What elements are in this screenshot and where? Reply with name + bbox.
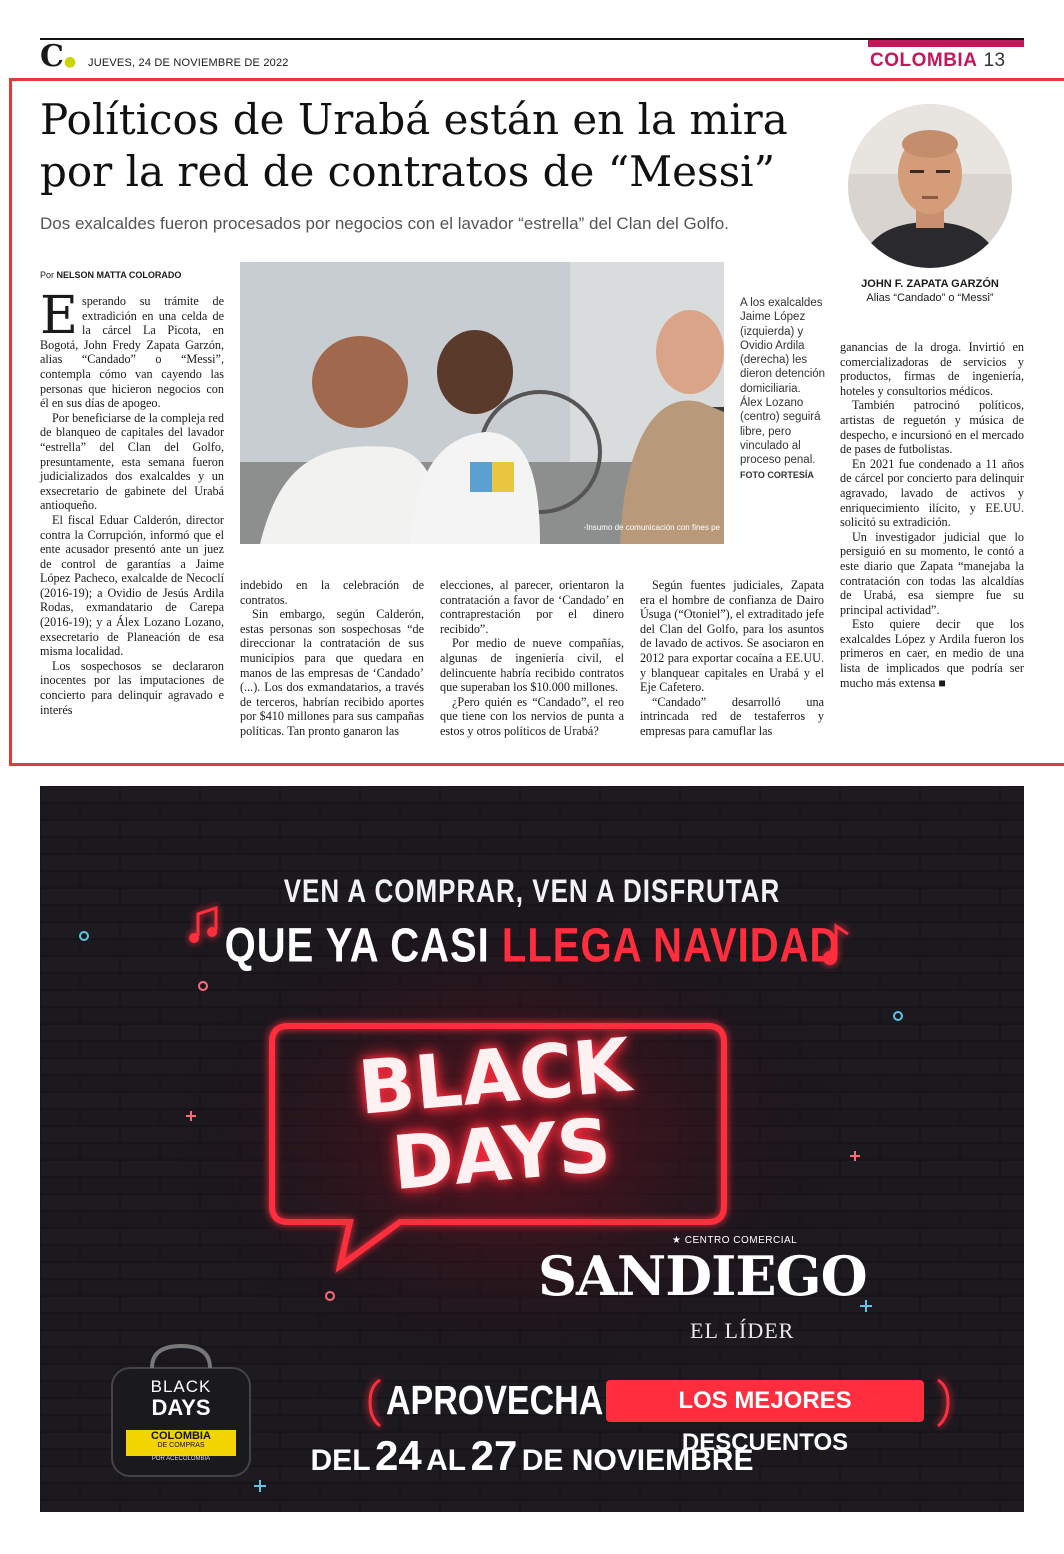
- paragraph: “Candado” desarrolló una intrincada red de testaferros y empresas para camuflar las: [640, 694, 824, 738]
- mall-name[interactable]: SANDIEGO: [538, 1244, 867, 1308]
- paragraph: Sin embargo, según Calderón, estas personas son sospechosas “de direccionar la contratación de sus municipios para que quedara en manos de las empresas de ‘Candado’ (...). Los dos exmandatarios, a través de terceros, habrían recibido aportes por $410 millones para sus campañas políticas. Tan pronto ganaron las: [240, 607, 424, 738]
- paragraph: Por beneficiarse de la compleja red de blanqueo de capitales del lavador “estrella” del Clan del Golfo, presuntamente, esta semana fueron judicializados dos exalcaldes y un exsecretario de gabinete del Urabá antioqueño.: [40, 410, 224, 513]
- article-subhead: Dos exalcaldes fueron procesados por negocios con el lavador “estrella” del Clan del Golfo.: [40, 214, 729, 233]
- promo-white: APROVECHA: [386, 1378, 604, 1424]
- issue-date: JUEVES, 24 DE NOVIEMBRE DE 2022: [88, 57, 289, 69]
- section-color-bar: [868, 40, 1024, 47]
- portrait-name: JOHN F. ZAPATA GARZÓN: [861, 278, 999, 290]
- headline-line-1: Políticos de Urabá están en la mira: [40, 95, 788, 144]
- mall-slogan: EL LÍDER: [690, 1318, 795, 1343]
- article-column-3: [440, 578, 624, 739]
- badge-text: [112, 1378, 250, 1463]
- ad-line-2-red: LLEGA NAVIDAD: [501, 919, 840, 973]
- newspaper-logo[interactable]: C●: [40, 39, 77, 74]
- badge-by: POR ACECOLOMBIA: [151, 1456, 211, 1462]
- paragraph: El fiscal Eduar Calderón, director contra la Corrupción, informó que el ente acusador presentó ante un juez de control de garantías a Jaime López Pacheco, exalcalde de Necoclí (2016-19); a Ovidio de Jesús Ardila Rodas, exmandatario de Carepa (2016-19); y a Álex Lozano Lozano, exsecretario de Planeación de esa misma localidad.: [40, 512, 224, 659]
- star-icon: ★: [672, 1235, 685, 1246]
- paragraph: indebido en la celebración de contratos.: [240, 578, 424, 607]
- portrait-alias: Alias “Candado” o “Messi”: [866, 292, 994, 304]
- byline-author: NELSON MATTA COLORADO: [56, 270, 182, 280]
- photo-watermark: -Insumo de comunicación con fines pe: [583, 523, 720, 532]
- article-column-4: [640, 578, 824, 739]
- paragraph: ganancias de la droga. Invirtió en comercializadoras de servicios y productos, firmas de ingeniería, hoteles y consultorios médicos.: [840, 340, 1024, 398]
- drop-cap: E: [40, 286, 78, 346]
- section-label[interactable]: COLOMBIA 13: [870, 50, 1006, 71]
- article-column-2: [240, 578, 424, 739]
- badge-country: COLOMBIA: [151, 1430, 211, 1442]
- article-column-1: [40, 286, 224, 717]
- dates-month: DE NOVIEMBRE: [521, 1444, 754, 1477]
- ad-line-1: VEN A COMPRAR, VEN A DISFRUTAR: [283, 872, 781, 910]
- byline-prefix: Por: [40, 270, 55, 280]
- photo-credit: FOTO CORTESÍA: [740, 469, 814, 480]
- logo-dot-icon: ●: [63, 54, 77, 70]
- paragraph: Esperando su trámite de extradición en una celda de la cárcel La Picota, en Bogotá, John Fredy Zapata Garzón, alias “Candado” o “Messi”, contempla cómo van cayendo las personas que hicieron negocios con él en sus días de apogeo.: [40, 286, 224, 411]
- paragraph: Por medio de nueve compañías, algunas de ingeniería civil, el delincuente habría recibido contratos que superaban los $10.000 millones.: [440, 636, 624, 695]
- dates-al: AL: [426, 1444, 467, 1477]
- ad-line-2-white: QUE YA CASI: [224, 919, 490, 973]
- ad-line-2: [40, 920, 1024, 974]
- badge-line-1: BLACK: [150, 1377, 212, 1396]
- end-mark: ■: [938, 675, 946, 690]
- dates-end: 27: [470, 1432, 518, 1479]
- paragraph: Esto quiere decir que los exalcaldes López y Ardila fueron los primeros en caer, en medio de una lista de implicados que podría ser mucho más extensa ■: [840, 617, 1024, 690]
- portrait-photo: [848, 104, 1012, 268]
- neon-sign-line-2: DAYS: [388, 1102, 614, 1208]
- paragraph: Un investigador judicial que lo persiguió en su momento, le contó a este diario que Zapata “manejaba la contratación con todas las alcaldías de Urabá, esa siempre fue su principal actividad”.: [840, 529, 1024, 617]
- paragraph: También patrocinó políticos, artistas de reguetón y música de despecho, e incursionó en el mercado de pases de futbolistas.: [840, 398, 1024, 457]
- dates-del: DEL: [310, 1444, 371, 1477]
- badge-line-2: DAYS: [151, 1395, 211, 1420]
- paragraph: En 2021 fue condenado a 11 años de cárcel por concierto para delinquir agravado, lavado de activos y enriquecimiento ilícito, y EE.UU. solicitó su extradición.: [840, 456, 1024, 530]
- paragraph: Los sospechosos se declararon inocentes por las imputaciones de concierto para delinquir agravado e interés: [40, 658, 224, 717]
- dates-start: 24: [374, 1432, 422, 1479]
- paragraph: elecciones, al parecer, orientaron la contratación a favor de ‘Candado’ en contraprestación por el dinero recibido”.: [440, 578, 624, 636]
- article-photo: [240, 262, 724, 544]
- photo-caption: A los exalcaldes Jaime López (izquierda) y Ovidio Ardila (derecha) les dieron detención domiciliaria. Álex Lozano (centro) seguirá libre, pero vinculado al proceso penal. FOTO CORTESÍA: [740, 297, 826, 480]
- badge-sub: DE COMPRAS: [157, 1442, 205, 1449]
- neon-sign-line-1: BLACK: [355, 1022, 635, 1132]
- promo-red: LOS MEJORES DESCUENTOS: [678, 1387, 852, 1456]
- black-days-advertisement[interactable]: [40, 786, 1024, 1512]
- byline: [40, 270, 181, 280]
- headline-line-2: por la red de contratos de “Messi”: [40, 147, 776, 196]
- article-headline: [40, 94, 840, 198]
- article-column-5: [840, 340, 1024, 690]
- paragraph: ¿Pero quién es “Candado”, el reo que tiene con los nervios de punta a estos y otros políticos de Urabá?: [440, 694, 624, 738]
- mall-tag: ★ CENTRO COMERCIAL: [672, 1235, 798, 1246]
- paragraph: Según fuentes judiciales, Zapata era el hombre de confianza de Dairo Úsuga (“Otoniel”), el extraditado jefe del Clan del Golfo, para los asuntos de lavado de activos. Se asociaron en 2012 para exportar cocaína a EE.UU. y blanquear capitales en Urabá y el Eje Cafetero.: [640, 578, 824, 695]
- page-number: 13: [983, 50, 1006, 71]
